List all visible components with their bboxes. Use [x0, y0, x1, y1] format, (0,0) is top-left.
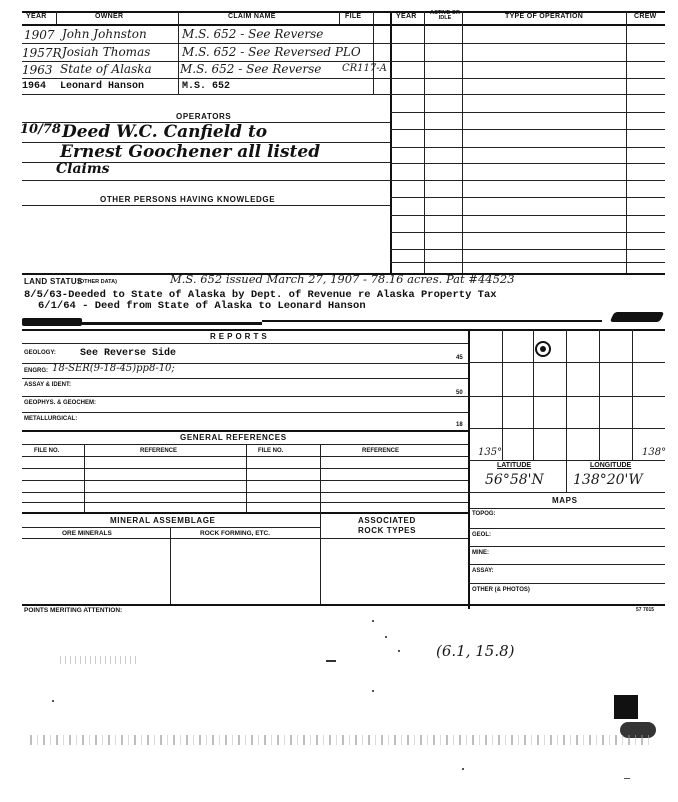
- owner-row-3-claim: M.S. 652 - See Reverse: [180, 62, 322, 76]
- header-crew: CREW: [634, 13, 657, 20]
- location-marker-icon: [535, 341, 551, 357]
- metallurgical-label: METALLURGICAL:: [24, 416, 78, 422]
- land-status-sublabel: (OTHER DATA): [78, 279, 117, 285]
- owner-row-4-owner: Leonard Hanson: [60, 81, 145, 92]
- maps-geol: GEOL:: [472, 532, 491, 538]
- header-active-or-idle: ACTIVE OR IDLE: [430, 10, 460, 21]
- refs-col-reference-2: REFERENCE: [362, 448, 400, 454]
- owner-row-2-year: 1957R: [22, 46, 62, 60]
- maps-label: MAPS: [552, 496, 578, 505]
- land-status-handwritten: M.S. 652 issued March 27, 1907 - 78.16 acres. Pat #44523: [170, 272, 515, 286]
- land-status-label: LAND STATUS: [24, 277, 83, 286]
- mineral-assemblage-label: MINERAL ASSEMBLAGE: [110, 516, 216, 525]
- rock-types-label: ROCK TYPES: [358, 526, 417, 535]
- owner-row-3-owner: State of Alaska: [60, 62, 152, 76]
- ore-minerals-label: ORE MINERALS: [62, 530, 112, 537]
- latitude-label: LATITUDE: [497, 462, 532, 469]
- land-status-typed-1: 8/5/63-Deeded to State of Alaska by Dept. of Revenue re Alaska Property Tax: [24, 289, 497, 301]
- owner-row-4-claim: M.S. 652: [182, 81, 231, 92]
- maps-topog: TOPOG:: [472, 511, 496, 517]
- owner-row-1-owner: John Johnston: [62, 27, 147, 41]
- header-year-ops: YEAR: [396, 13, 417, 20]
- maps-mine: MINE:: [472, 550, 489, 556]
- operators-line-3: Claims: [56, 161, 110, 177]
- other-persons-label: OTHER PERSONS HAVING KNOWLEDGE: [100, 195, 276, 204]
- corner-right: 138°: [642, 447, 667, 458]
- latitude-value: 56°58'N: [485, 472, 544, 488]
- operators-label: OPERATORS: [176, 112, 232, 121]
- reports-label: REPORTS: [210, 332, 270, 341]
- associated-label: ASSOCIATED: [358, 516, 416, 525]
- header-owner: OWNER: [95, 13, 124, 20]
- corner-left: 135°: [478, 447, 503, 458]
- assay-ident-label: ASSAY & IDENT:: [24, 382, 72, 388]
- owner-row-1-claim: M.S. 652 - See Reverse: [182, 27, 324, 41]
- owner-row-2-owner: Josiah Thomas: [62, 45, 151, 59]
- geology-value: See Reverse Side: [80, 348, 177, 359]
- operators-line-2: Ernest Goochener all listed: [60, 142, 321, 162]
- num-45: 45: [456, 355, 463, 361]
- maps-other: OTHER (& PHOTOS): [472, 587, 530, 593]
- operators-line-1: Deed W.C. Canfield to: [62, 122, 268, 142]
- header-type-of-operation: TYPE OF OPERATION: [505, 13, 584, 20]
- refs-col-file-no-2: FILE NO.: [258, 448, 284, 454]
- rock-forming-label: ROCK FORMING, ETC.: [200, 530, 271, 537]
- refs-col-file-no-1: FILE NO.: [34, 448, 60, 454]
- refs-col-reference-1: REFERENCE: [140, 448, 178, 454]
- maps-assay: ASSAY:: [472, 568, 494, 574]
- header-claim-name: CLAIM NAME: [228, 13, 276, 20]
- owner-row-2-claim: M.S. 652 - See Reversed PLO: [182, 45, 361, 59]
- engrg-label: ENGRG:: [24, 368, 48, 374]
- owner-row-3-file: CR117-A: [342, 63, 387, 74]
- geophys-label: GEOPHYS. & GEOCHEM:: [24, 400, 97, 406]
- owner-row-1-year: 1907: [24, 28, 55, 42]
- form-number: 57 7015: [636, 607, 655, 613]
- owner-row-4-year: 1964: [22, 81, 47, 92]
- operators-date: 10/78: [20, 122, 61, 137]
- longitude-label: LONGITUDE: [590, 462, 632, 469]
- general-references-label: GENERAL REFERENCES: [180, 433, 287, 442]
- header-year: YEAR: [26, 13, 47, 20]
- longitude-value: 138°20'W: [573, 472, 643, 488]
- num-18: 18: [456, 422, 463, 428]
- points-coords: (6.1, 15.8): [436, 642, 515, 660]
- header-file: FILE: [345, 13, 362, 20]
- num-50: 50: [456, 390, 463, 396]
- geology-label: GEOLOGY:: [24, 350, 56, 356]
- engrg-value: 18-SER(9-18-45)pp8-10;: [52, 363, 175, 374]
- land-status-typed-2: 6/1/64 - Deed from State of Alaska to Leonard Hanson: [38, 300, 366, 312]
- owner-row-3-year: 1963: [22, 63, 53, 77]
- points-label: POINTS MERITING ATTENTION:: [24, 607, 123, 614]
